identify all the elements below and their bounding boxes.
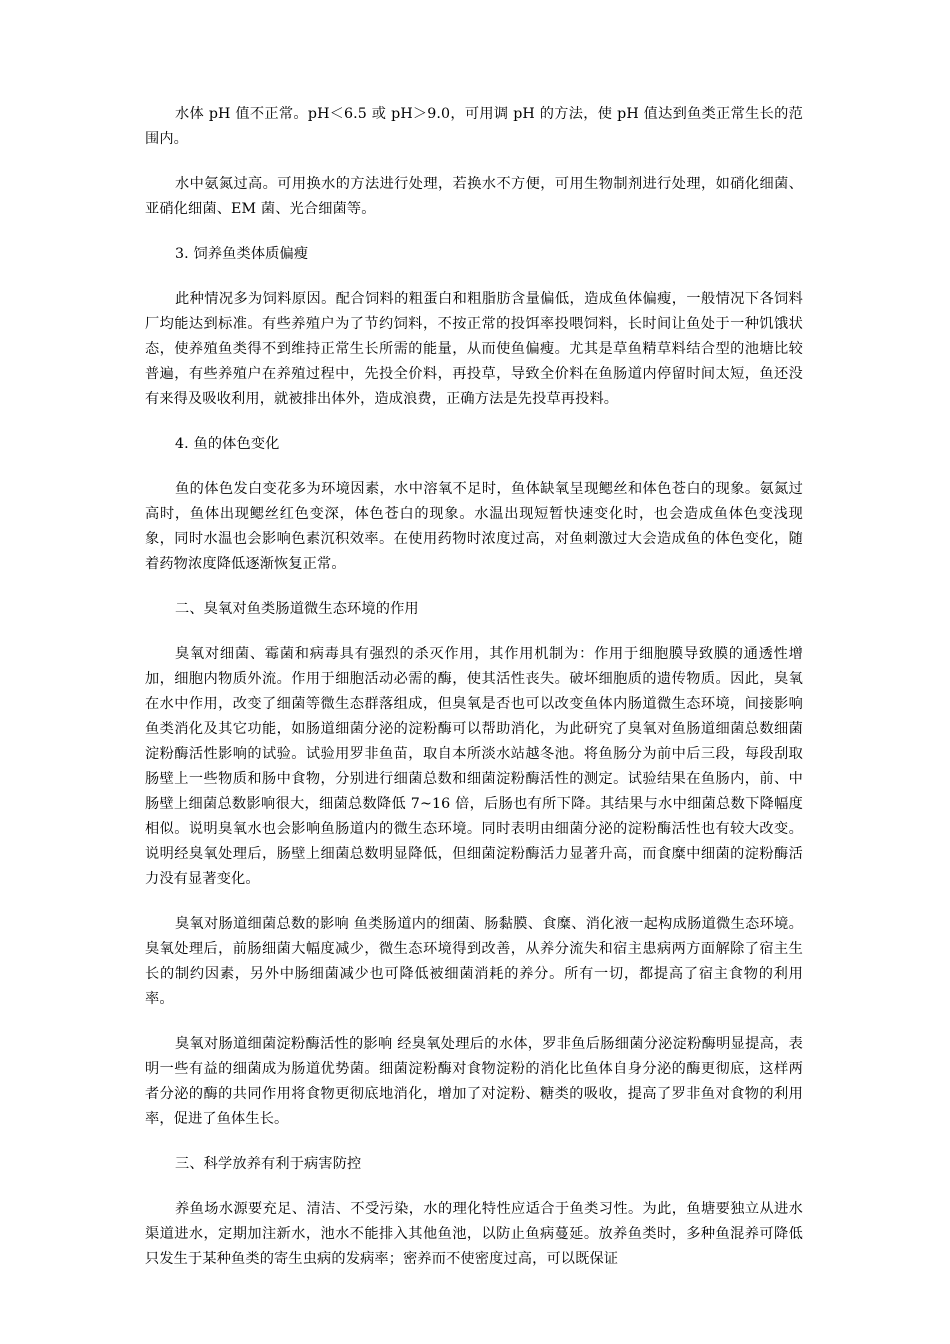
- paragraph-ozone-amylase: 臭氧对肠道细菌淀粉酶活性的影响 经臭氧处理后的水体，罗非鱼后肠细菌分泌淀粉酶明显提高，表明一些有益的细菌成为肠道优势菌。细菌淀粉酶对食物淀粉的消化比鱼体自身分泌的酶更彻底，这样两者分泌的酶的共同作用将食物更彻底地消化，增加了对淀粉、糖类的吸收，提高了罗非鱼对食物的利用率，促进了鱼体生长。: [145, 1036, 803, 1127]
- paragraph-ammonia: 水中氨氮过高。可用换水的方法进行处理，若换水不方便，可用生物制剂进行处理，如硝化细菌、亚硝化细菌、EM 菌、光合细菌等。: [145, 176, 803, 217]
- section-heading-two: 二、臭氧对鱼类肠道微生态环境的作用: [175, 601, 419, 617]
- paragraph-ph: 水体 pH 值不正常。pH＜6.5 或 pH＞9.0，可用调 pH 的方法，使 pH 值达到鱼类正常生长的范围内。: [145, 106, 803, 147]
- section-heading-three: 三、科学放养有利于病害防控: [175, 1156, 362, 1172]
- paragraph-thin-fish: 此种情况多为饲料原因。配合饲料的粗蛋白和粗脂肪含量偏低，造成鱼体偏瘦，一般情况下各饲料厂均能达到标准。有些养殖户为了节约饲料，不按正常的投饵率投喂饲料，长时间让鱼处于一种饥饿状态，使养殖鱼类得不到维持正常生长所需的能量，从而使鱼偏瘦。尤其是草鱼精草料结合型的池塘比较普遍，有些养殖户在养殖过程中，先投全价料，再投草，导致全价料在鱼肠道内停留时间太短，鱼还没有来得及吸收利用，就被排出体外，造成浪费，正确方法是先投草再投料。: [145, 291, 803, 407]
- paragraph-ozone-mechanism: 臭氧对细菌、霉菌和病毒具有强烈的杀灭作用，其作用机制为：作用于细胞膜导致膜的通透性增加，细胞内物质外流。作用于细胞活动必需的酶，使其活性丧失。破坏细胞质的遗传物质。因此，臭氧在水中作用，改变了细菌等微生态群落组成，但臭氧是否也可以改变鱼体内肠道微生态环境，间接影响鱼类消化及其它功能，如肠道细菌分泌的淀粉酶可以帮助消化，为此研究了臭氧对鱼肠道细菌总数细菌淀粉酶活性影响的试验。试验用罗非鱼苗，取自本所淡水站越冬池。将鱼肠分为前中后三段，每段刮取肠壁上一些物质和肠中食物，分别进行细菌总数和细菌淀粉酶活性的测定。试验结果在鱼肠内，前、中肠壁上细菌总数影响很大，细菌总数降低 7~16 倍，后肠也有所下降。其结果与水中细菌总数下降幅度相似。说明臭氧水也会影响鱼肠道内的微生态环境。同时表明由细菌分泌的淀粉酶活性也有较大改变。说明经臭氧处理后，肠壁上细菌总数明显降低，但细菌淀粉酶活力显著升高，而食糜中细菌的淀粉酶活力没有显著变化。: [145, 646, 803, 887]
- document-body: [145, 102, 803, 1292]
- paragraph-body-color: 鱼的体色发白变花多为环境因素，水中溶氧不足时，鱼体缺氧呈现鳃丝和体色苍白的现象。氨氮过高时，鱼体出现鳃丝红色变深，体色苍白的现象。水温出现短暂快速变化时，也会造成鱼体色变浅现象，同时水温也会影响色素沉积效率。在使用药物时浓度过高，对鱼刺激过大会造成鱼的体色变化，随着药物浓度降低逐渐恢复正常。: [145, 481, 803, 572]
- section-heading-3: 3. 饲养鱼类体质偏瘦: [175, 246, 309, 262]
- paragraph-ozone-bacteria-count: 臭氧对肠道细菌总数的影响 鱼类肠道内的细菌、肠黏膜、食糜、消化液一起构成肠道微生态环境。臭氧处理后，前肠细菌大幅度减少，微生态环境得到改善，从养分流失和宿主患病两方面解除了宿主生长的制约因素，另外中肠细菌减少也可降低被细菌消耗的养分。所有一切，都提高了宿主食物的利用率。: [145, 916, 803, 1007]
- section-heading-4: 4. 鱼的体色变化: [175, 436, 280, 452]
- paragraph-stocking: 养鱼场水源要充足、清洁、不受污染，水的理化特性应适合于鱼类习性。为此，鱼塘要独立从进水渠道进水，定期加注新水，池水不能排入其他鱼池，以防止鱼病蔓延。放养鱼类时，多种鱼混养可降低只发生于某种鱼类的寄生虫病的发病率；密养而不使密度过高，可以既保证: [145, 1201, 803, 1267]
